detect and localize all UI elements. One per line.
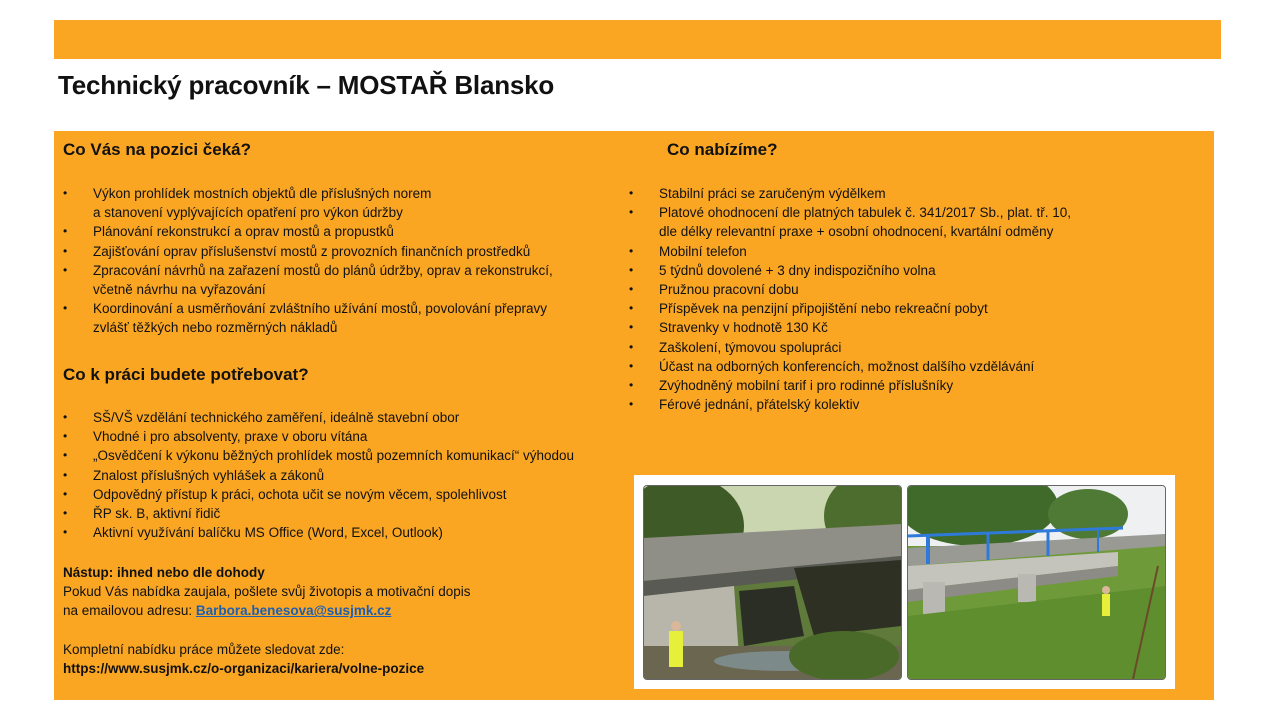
list-item-continuation: dle délky relevantní praxe + osobní ohodnocení, kvartální odměny (659, 224, 1054, 240)
duties-list (63, 184, 623, 338)
list-item: • SŠ/VŠ vzdělání technického zaměření, ideálně stavební obor (63, 408, 623, 427)
bullet-icon: • (63, 467, 68, 482)
bullet-icon: • (63, 224, 68, 239)
bullet-icon: • (629, 186, 634, 200)
bullet-icon: • (63, 301, 68, 316)
list-item-continuation: zvlášť těžkých nebo rozměrných nákladů (93, 320, 338, 336)
list-item: • Stabilní práci se zaručeným výdělkem (629, 184, 1189, 203)
bullet-icon: • (63, 525, 68, 540)
bullet-icon: • (63, 410, 68, 424)
bullet-icon: • (63, 429, 68, 444)
list-item: • Pružnou pracovní dobu (629, 280, 1189, 299)
bullet-icon: • (629, 339, 634, 354)
career-url[interactable]: https://www.susjmk.cz/o-organizaci/kariera/volne-pozice (63, 660, 425, 676)
list-item: • Odpovědný přístup k práci, ochota učit se novým věcem, spolehlivost (63, 485, 623, 504)
requirements-list (63, 408, 623, 542)
bullet-icon: • (63, 486, 68, 501)
list-item: • Stravenky v hodnotě 130 Kč (629, 318, 1189, 337)
list-item: • Zajišťování oprav příslušenství mostů z provozních finančních prostředků (63, 242, 623, 261)
page-title: Technický pracovník – MOSTAŘ Blansko (58, 70, 555, 100)
bullet-icon: • (629, 243, 634, 258)
list-item: • Znalost příslušných vyhlášek a zákonů (63, 466, 623, 485)
bullet-icon: • (63, 448, 68, 463)
list-item: • ŘP sk. B, aktivní řidič (63, 504, 623, 523)
list-item: • Aktivní využívání balíčku MS Office (Word, Excel, Outlook) (63, 523, 623, 542)
bullet-icon: • (629, 320, 634, 335)
start-date: Nástup: ihned nebo dle dohody (63, 565, 265, 580)
bridge-underside-photo (643, 485, 902, 680)
requirements-heading: Co k práci budete potřebovat? (63, 365, 309, 384)
application-info (63, 563, 623, 678)
list-item: • Příspěvek na penzijní připojištění nebo rekreační pobyt (629, 299, 1189, 318)
list-item: • Účast na odborných konferencích, možnost dalšího vzdělávání (629, 357, 1189, 376)
bridge-underside-illustration (644, 486, 901, 679)
bullet-icon: • (63, 262, 68, 277)
list-item: • Zaškolení, týmovou spolupráci (629, 338, 1189, 357)
list-item: • Zpracování návrhů na zařazení mostů do plánů údržby, oprav a rekonstrukcí, (63, 261, 623, 280)
list-item: • Výkon prohlídek mostních objektů dle příslušných norem (63, 184, 623, 203)
list-item: • Koordinování a usměrňování zvláštního užívání mostů, povolování přepravy (63, 299, 623, 318)
offers-list (629, 184, 1189, 414)
bullet-icon: • (63, 506, 68, 521)
bullet-icon: • (629, 378, 634, 393)
list-item-continuation: včetně návrhu na vyřazování (93, 282, 266, 298)
duties-heading: Co Vás na pozici čeká? (63, 140, 252, 159)
content-panel (54, 131, 1214, 700)
list-item: • Platové ohodnocení dle platných tabulek č. 341/2017 Sb., plat. tř. 10, (629, 203, 1189, 222)
bullet-icon: • (63, 186, 68, 200)
full-offer-text: Kompletní nabídku práce můžete sledovat zde: (63, 641, 345, 657)
photo-frame (634, 475, 1175, 689)
bullet-icon: • (63, 243, 68, 258)
bullet-icon: • (629, 397, 634, 412)
list-item: • Zvýhodněný mobilní tarif i pro rodinné příslušníky (629, 376, 1189, 395)
bridge-side-photo (907, 485, 1166, 680)
top-accent-bar (54, 20, 1221, 59)
list-item: • „Osvědčení k výkonu běžných prohlídek mostů pozemních komunikací“ výhodou (63, 446, 623, 465)
list-item: • Férové jednání, přátelský kolektiv (629, 395, 1189, 414)
bullet-icon: • (629, 301, 634, 316)
list-item-continuation: a stanovení vyplývajících opatření pro výkon údržby (93, 205, 403, 221)
apply-text: Pokud Vás nabídka zaujala, pošlete svůj životopis a motivační dopis (63, 584, 471, 600)
apply-email-line: na emailovou adresu: Barbora.benesova@susjmk.cz (63, 603, 392, 619)
list-item: • Vhodné i pro absolventy, praxe v oboru vítána (63, 427, 623, 446)
bullet-icon: • (629, 205, 634, 220)
list-item: • 5 týdnů dovolené + 3 dny indispozičního volna (629, 261, 1189, 280)
bullet-icon: • (629, 282, 634, 297)
list-item: • Plánování rekonstrukcí a oprav mostů a propustků (63, 222, 623, 241)
offers-heading: Co nabízíme? (667, 140, 778, 159)
bullet-icon: • (629, 262, 634, 277)
bridge-side-illustration (908, 486, 1165, 679)
email-link[interactable]: Barbora.benesova@susjmk.cz (195, 603, 392, 619)
list-item: • Mobilní telefon (629, 242, 1189, 261)
bullet-icon: • (629, 358, 634, 373)
